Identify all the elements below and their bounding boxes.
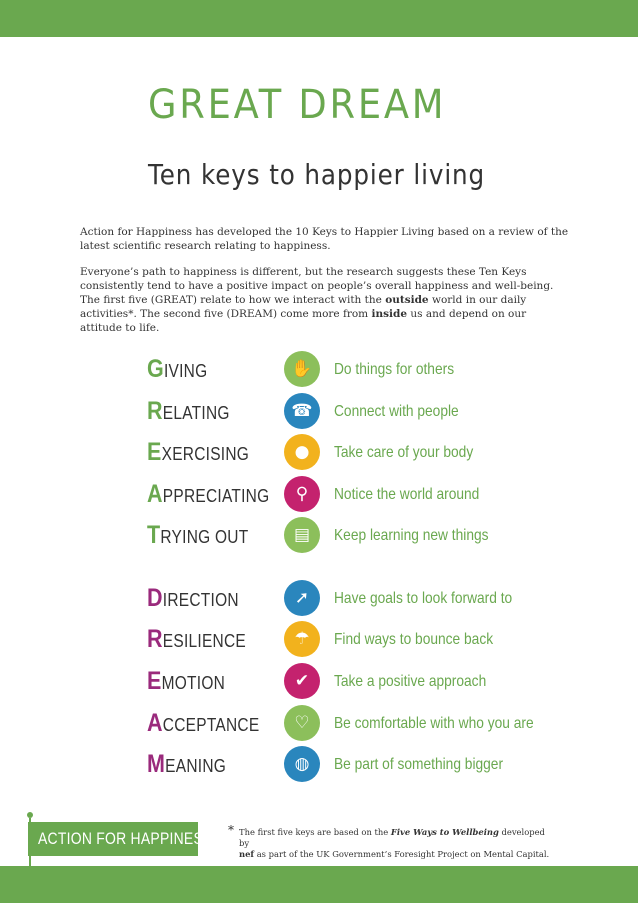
intro-paragraph-1: Action for Happiness has developed the 10 Keys to Happier Living based on a review of the latest scientific research relating to happiness. [80,226,569,252]
key-rest: RYING OUT [160,527,249,547]
key-rest: IRECTION [162,590,239,610]
key-initial: R [147,625,163,653]
telephone-icon: ☎ [284,393,320,429]
key-row [0,517,638,557]
key-row [0,393,638,433]
key-word [147,480,269,509]
key-word [147,355,207,384]
key-word [147,750,226,779]
key-initial: G [147,355,164,383]
key-word [147,625,246,654]
key-initial: T [147,521,161,549]
key-rest: PPRECIATING [162,486,270,506]
goal-arrow-icon: ➚ [284,580,320,616]
key-word [147,584,239,613]
key-initial: A [147,480,163,508]
key-row [0,351,638,391]
key-row [0,663,638,703]
bottom-green-band [0,866,638,903]
top-green-band [0,0,638,37]
key-rest: IVING [163,361,208,381]
key-row [0,580,638,620]
footnote-asterisk: * [228,823,234,837]
outside-emphasis: outside [385,294,429,306]
key-initial: M [147,750,166,778]
key-rest: EANING [165,756,227,776]
intro-paragraph-2: Everyone’s path to happiness is different, but the research suggests these Ten Keys consistently tend to have a positive impact on people’s overall happiness and well-being. The first five (GREAT) relate to how we interact with the outside world in our daily activities*. The second five (DREAM) come more from inside us and depend on our attitude to life. [80,266,554,334]
key-word [147,438,249,467]
key-word [147,709,259,738]
inside-emphasis: inside [371,308,408,320]
key-row [0,621,638,661]
key-word [147,521,248,550]
key-phrase: Connect with people [334,403,459,420]
globe-icon: ◍ [284,746,320,782]
nef-label: nef [239,849,255,859]
key-initial: E [147,438,162,466]
hands-icon: ✋ [284,351,320,387]
key-phrase: Take a positive approach [334,673,487,690]
key-rest: ESILIENCE [162,631,246,651]
key-rest: MOTION [161,673,226,693]
key-rest: ELATING [162,403,230,423]
key-row [0,434,638,474]
key-phrase: Do things for others [334,361,455,378]
key-phrase: Take care of your body [334,444,474,461]
logo-text: ACTION FOR HAPPINESS [38,829,213,848]
footnote: * The first five keys are based on the Five Ways to Wellbeing developed by nef as part of the UK Government’s Foresight Project on Mental Capital. [228,823,550,859]
page-title: GREAT DREAM [148,82,447,128]
key-row [0,746,638,786]
key-initial: A [147,709,163,737]
key-initial: E [147,667,162,695]
apple-icon: ● [284,434,320,470]
key-phrase: Be part of something bigger [334,756,504,773]
umbrella-icon: ☂ [284,621,320,657]
key-rest: CCEPTANCE [162,715,260,735]
key-rest: XERCISING [161,444,250,464]
magnifier-icon: ⚲ [284,476,320,512]
five-ways-title: Five Ways to Wellbeing [390,827,499,837]
key-phrase: Keep learning new things [334,527,489,544]
key-word [147,667,225,696]
key-phrase: Be comfortable with who you are [334,715,534,732]
key-phrase: Find ways to bounce back [334,631,494,648]
key-phrase: Have goals to look forward to [334,590,513,607]
key-initial: R [147,397,163,425]
thumbs-up-icon: ✔ [284,663,320,699]
key-phrase: Notice the world around [334,486,480,503]
book-icon: ▤ [284,517,320,553]
key-row [0,705,638,745]
key-word [147,397,230,426]
key-initial: D [147,584,163,612]
key-row [0,476,638,516]
heart-icon: ♡ [284,705,320,741]
page-subtitle: Ten keys to happier living [148,158,486,191]
